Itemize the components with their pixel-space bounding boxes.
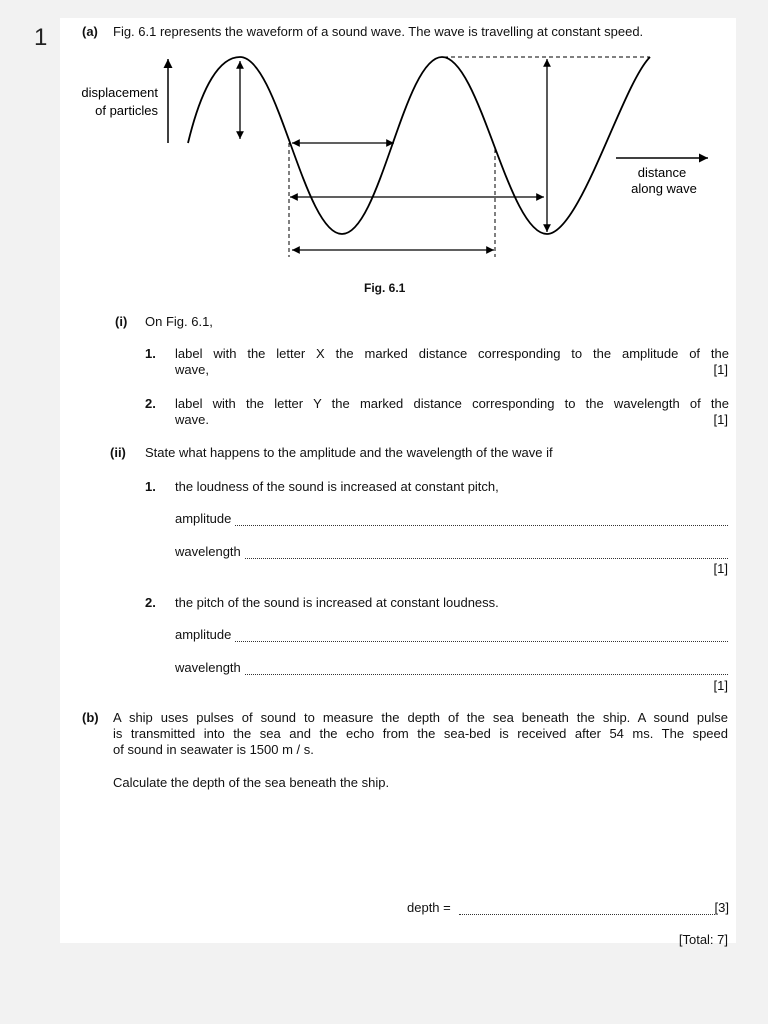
answer-dots[interactable] xyxy=(245,547,728,559)
sub-ii-item-1-mark: [1] xyxy=(713,561,728,576)
x-axis-label-1: distance xyxy=(637,165,687,180)
sub-i-item-2-mark: [1] xyxy=(713,412,728,427)
y-axis-label-2: of particles xyxy=(95,103,158,118)
x-axis-label-2: along wave xyxy=(631,181,697,196)
wave-curve xyxy=(188,57,650,234)
depth-label: depth = xyxy=(407,900,451,915)
part-b-line3: of sound in seawater is 1500 m / s. xyxy=(113,742,314,757)
wavelength-label: wavelength xyxy=(175,544,241,559)
part-b-question: Calculate the depth of the sea beneath the ship. xyxy=(113,775,390,790)
sub-i-item-1-line2: wave, xyxy=(175,362,209,377)
sub-ii-item-2-num: 2. xyxy=(145,595,156,610)
sub-i-item-2-line1: label with the letter Y the marked distance corresponding to the wavelength of the xyxy=(175,396,729,411)
answer-dots[interactable] xyxy=(235,514,728,526)
y-axis-label-1: displacement xyxy=(81,85,158,100)
amplitude-label: amplitude xyxy=(175,511,232,526)
sub-i-item-1-num: 1. xyxy=(145,346,156,361)
sub-ii-text: State what happens to the amplitude and the wavelength of the wave if xyxy=(145,445,553,460)
sub-ii-1-wavelength-answer[interactable] xyxy=(175,544,728,559)
part-b-line1: A ship uses pulses of sound to measure the depth of the sea beneath the ship. A sound pulse xyxy=(113,710,728,725)
answer-dots[interactable] xyxy=(245,663,728,675)
sub-i-item-1-mark: [1] xyxy=(713,362,728,377)
part-a-label: (a) xyxy=(82,24,98,39)
part-b-mark: [3] xyxy=(714,900,729,915)
sub-ii-item-2-mark: [1] xyxy=(713,678,728,693)
sub-i-item-2-num: 2. xyxy=(145,396,156,411)
sub-ii-1-amplitude-answer[interactable] xyxy=(175,511,728,526)
sub-i-item-1-line1: label with the letter X the marked distance corresponding to the amplitude of the xyxy=(175,346,729,361)
part-a-intro: Fig. 6.1 represents the waveform of a sound wave. The wave is travelling at constant speed. xyxy=(113,24,644,39)
question-number: 1 xyxy=(34,24,48,51)
answer-dots[interactable] xyxy=(235,630,728,642)
answer-dots[interactable] xyxy=(459,903,715,915)
part-b-line2: is transmitted into the sea and the echo from the sea-bed is received after 54 ms. The speed xyxy=(113,726,728,741)
wavelength-label: wavelength xyxy=(175,660,241,675)
sub-ii-2-amplitude-answer[interactable] xyxy=(175,627,728,642)
waveform-figure xyxy=(60,45,740,275)
figure-caption: Fig. 6.1 xyxy=(364,281,406,295)
sub-ii-item-2-text: the pitch of the sound is increased at constant loudness. xyxy=(175,595,499,610)
sub-ii-label: (ii) xyxy=(110,445,126,460)
total-marks: [Total: 7] xyxy=(678,932,728,947)
sub-i-text: On Fig. 6.1, xyxy=(145,314,213,329)
amplitude-label: amplitude xyxy=(175,627,232,642)
part-b-label: (b) xyxy=(82,710,99,725)
sub-ii-item-1-num: 1. xyxy=(145,479,156,494)
sub-ii-item-1-text: the loudness of the sound is increased at constant pitch, xyxy=(175,479,499,494)
depth-answer[interactable] xyxy=(407,900,729,915)
sub-i-item-2-line2: wave. xyxy=(175,412,209,427)
sub-i-label: (i) xyxy=(115,314,128,329)
sub-ii-2-wavelength-answer[interactable] xyxy=(175,660,728,675)
